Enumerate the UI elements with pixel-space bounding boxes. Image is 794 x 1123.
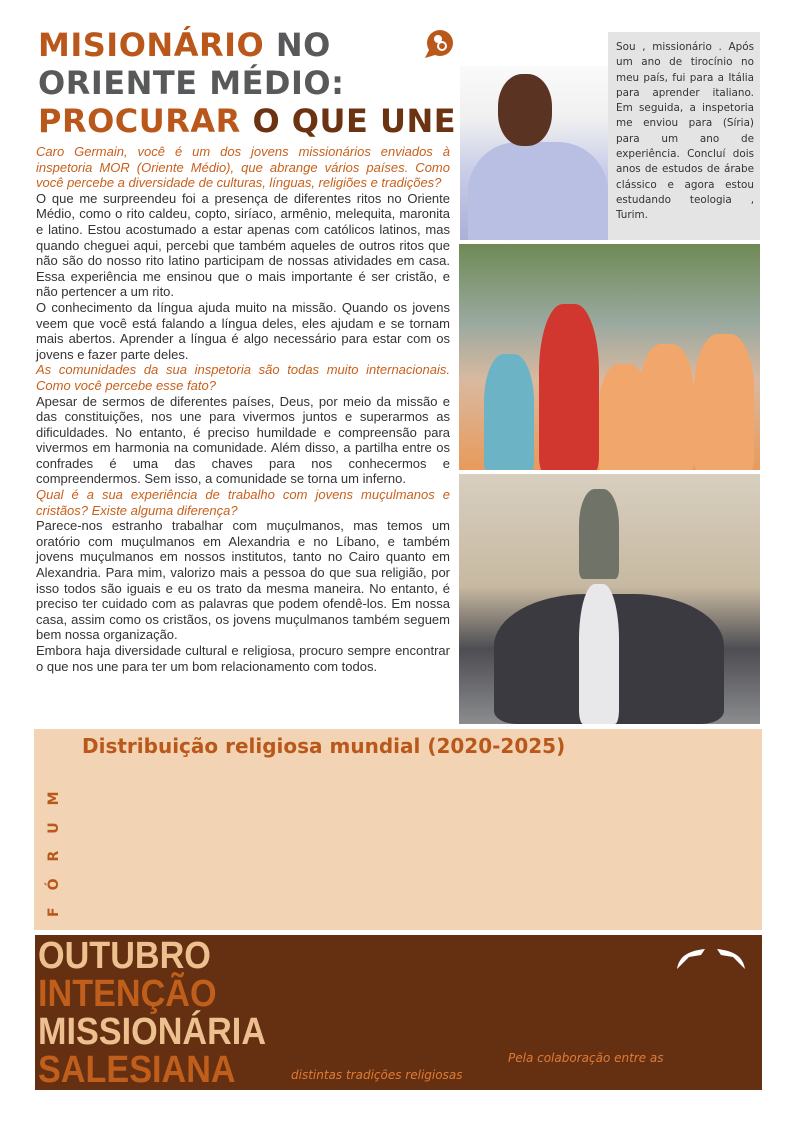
answer: Parece-nos estranho trabalhar com muçulmanos, mas temos um oratório com muçulmanos em Alexandria e no Líbano, e também jovens muçulmanos em nossos institutos, tanto no Cairo quanto em Alexandria. Para mim, valorizo mais a pessoa do que sua religião, por isso todos são iguais e eu os trato da mesma maneira. No entanto, é preciso ter cuidado com as palavras que podem ofendê-los. Em nossa casa, assim como os cristãos, os jovens muçulmanos também seguem bem nossa organização.	[36, 518, 450, 643]
forum-title: Distribuição religiosa mundial (2020-2025)	[82, 734, 566, 758]
answer: Apesar de sermos de diferentes países, Deus, por meio da missão e das constituições, nos une para vivermos juntos e superarmos as dificuldades. No entanto, é preciso humildade e compreensão para vivermos em harmonia na comunidade. Além disso, a partilha entre os confrades é uma das chaves para nos conhecermos e compreendermos. Sem isso, a comunidade se torna um inferno.	[36, 393, 450, 487]
forum-label: FÓRUM	[46, 774, 62, 917]
page-title	[38, 26, 456, 140]
intention-heading: SALESIANA	[38, 1049, 236, 1091]
title-word: PROCURAR	[38, 102, 241, 140]
group-photo-youth	[459, 244, 760, 470]
answer: O que me surpreendeu foi a presença de diferentes ritos no Oriente Médio, como o rito caldeu, copto, siríaco, armênio, melequita, maronita e latino. Estou acostumado a estar apenas com católicos latinos, mas quando cheguei aqui, percebi que também aqueles de outros ritos que não são do nosso rito latino participam de nossas atividades em casa. Essa experiência me ensinou que o mais importante é ser cristão, e não pertencer a um rito.	[36, 190, 450, 300]
hands-icon	[675, 943, 747, 971]
title-word: NO	[275, 26, 331, 64]
forum-section	[34, 729, 762, 930]
question: Caro Germain, você é um dos jovens missionários enviados à inspetoria MOR (Oriente Médio), que abrange vários países. Como você percebe a diversidade de culturas, línguas, religiões e tradições?	[36, 144, 450, 191]
portrait-photo	[460, 66, 608, 240]
title-word: MISIONÁRIO	[38, 26, 265, 64]
intention-month: OUTUBRO	[38, 935, 211, 977]
question: As comunidades da sua inspetoria são todas muito internacionais. Como você percebe esse fato?	[36, 362, 450, 393]
answer: Embora haja diversidade cultural e religiosa, procuro sempre encontrar o que nos une para ter um bom relacionamento com todos.	[36, 643, 450, 674]
group-photo-community	[459, 474, 760, 724]
answer: O conhecimento da língua ajuda muito na missão. Quando os jovens veem que você está falando a língua deles, eles ajudam e se tornam mais abertos. Aprender a língua é algo necessário para estar com os jovens e fazer parte deles.	[36, 299, 450, 362]
title-line: ORIENTE MÉDIO:	[38, 64, 345, 102]
intention-heading: MISSIONÁRIA	[38, 1011, 267, 1053]
question: Qual é a sua experiência de trabalho com jovens muçulmanos e cristãos? Existe alguma diferença?	[36, 487, 450, 518]
intention-text: distintas tradições religiosas	[291, 1068, 463, 1082]
intention-heading: INTENÇÃO	[38, 973, 217, 1015]
bio-box: Sou , missionário . Após um ano de tirocínio no meu país, fui para a Itália para aprender italiano. Em seguida, a inspetoria me enviou para (Síria) para um ano de experiência. Concluí dois anos de estudos de árabe clássico e agora estou estudando teologia , Turim.	[608, 32, 760, 240]
speech-bubble-icon	[423, 28, 455, 60]
intention-banner	[35, 935, 762, 1090]
article-body	[36, 144, 450, 674]
title-word: O QUE UNE	[252, 102, 457, 140]
intention-text: Pela colaboração entre as	[508, 1051, 664, 1065]
